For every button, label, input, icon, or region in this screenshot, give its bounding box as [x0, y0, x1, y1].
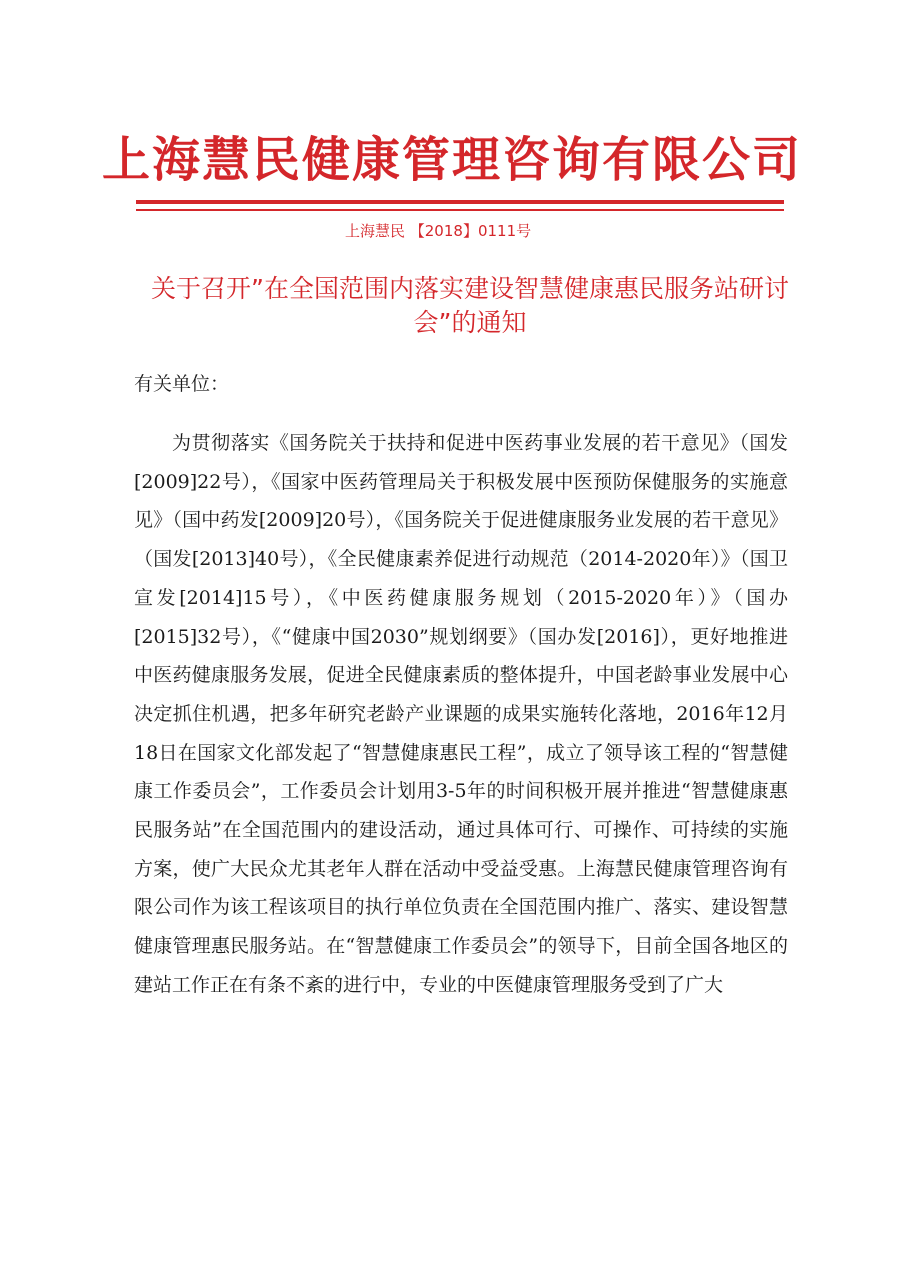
letterhead-thin-rule — [136, 209, 784, 211]
organization-letterhead-title: 上海慧民健康管理咨询有限公司 — [101, 132, 802, 188]
body-paragraph: 为贯彻落实《国务院关于扶持和促进中医药事业发展的若干意见》（国发[2009]22号），《国家中医药管理局关于积极发展中医预防保健服务的实施意见》（国中药发[2009]20号），《国务院关于促进健康服务业发展的若干意见》（国发[2013]40号），《全民健康素养促进行动规范（2014-2020年）》（国卫宣发[2014]15号），《中医药健康服务规划（2015-2020年）》（国办[2015]32号），《“健康中国2030”规划纲要》（国办发[2016]），更好地推进中医药健康服务发展，促进全民健康素质的整体提升，中国老龄事业发展中心决定抓住机遇，把多年研究老龄产业课题的成果实施转化落地，2016年12月18日在国家文化部发起了“智慧健康惠民工程”，成立了领导该工程的“智慧健康工作委员会”，工作委员会计划用3-5年的时间积极开展并推进“智慧健康惠民服务站”在全国范围内的建设活动，通过具体可行、可操作、可持续的实施方案，使广大民众尤其老年人群在活动中受益受惠。上海慧民健康管理咨询有限公司作为该工程该项目的执行单位负责在全国范围内推广、落实、建设智慧健康管理惠民服务站。在“智慧健康工作委员会”的领导下，目前全国各地区的建站工作正在有条不紊的进行中，专业的中医健康管理服务受到了广大 — [134, 432, 788, 996]
letterhead-thick-rule — [136, 200, 784, 204]
salutation: 有关单位： — [134, 373, 230, 395]
notice-title: 关于召开”在全国范围内落实建设智慧健康惠民服务站研讨会”的通知 — [151, 274, 789, 337]
document-number: 上海慧民 【2018】0111号 — [345, 222, 532, 240]
